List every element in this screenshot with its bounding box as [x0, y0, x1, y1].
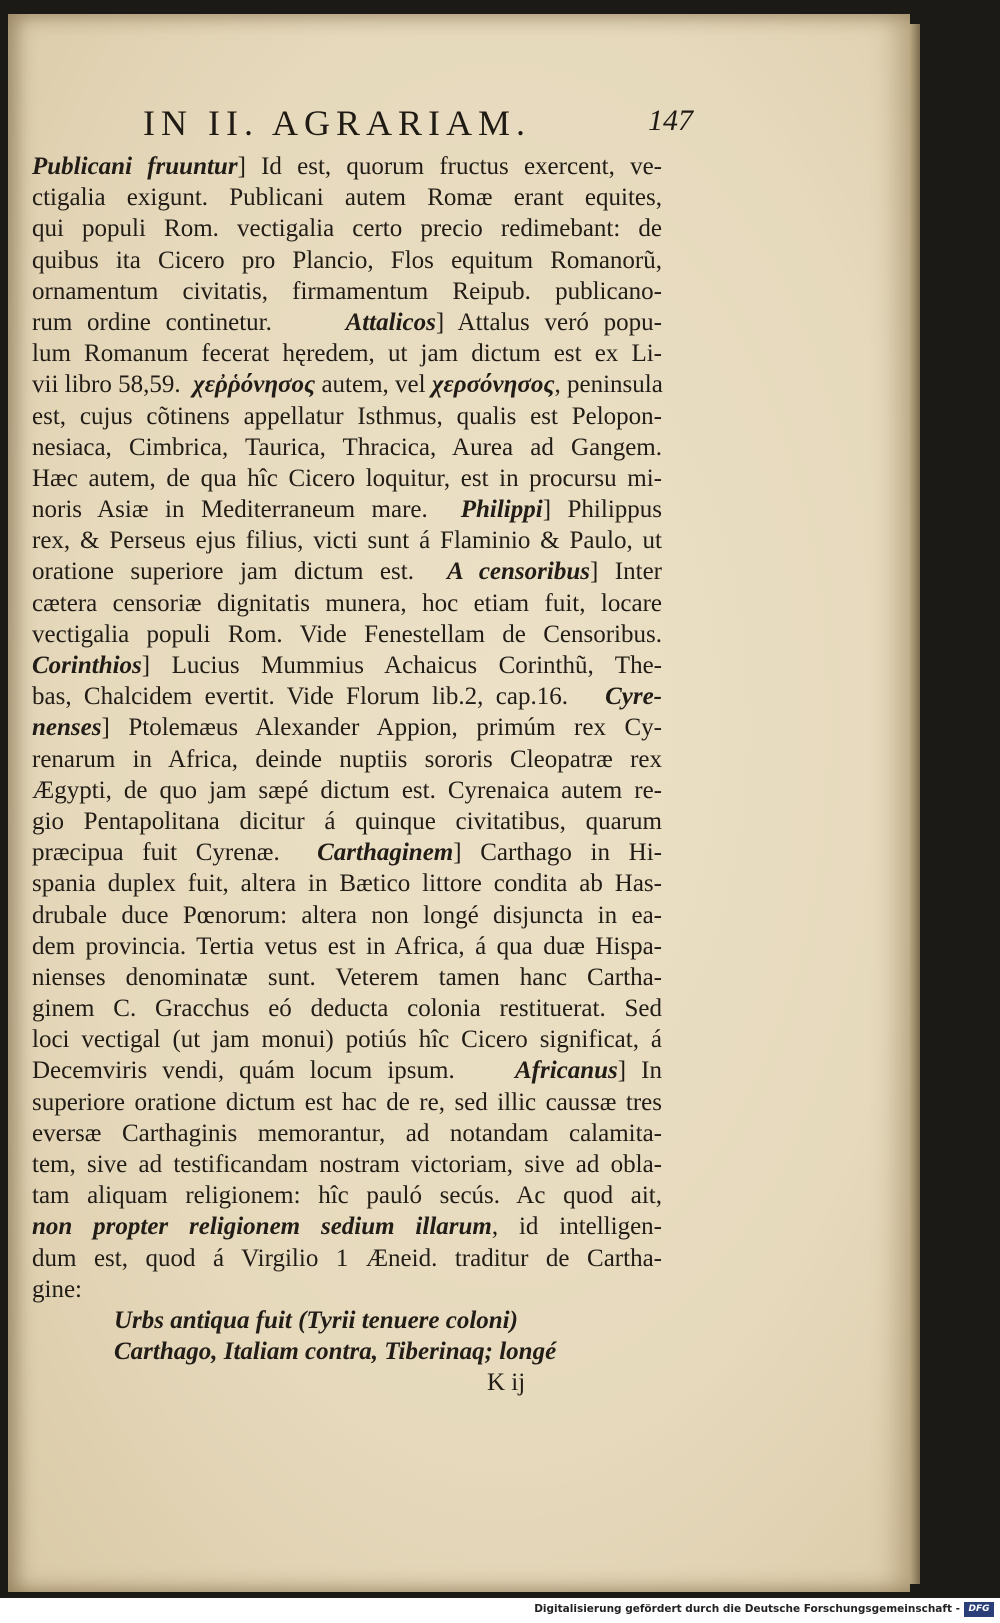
lemma: nenses	[32, 714, 102, 742]
lemma: Cyre-	[605, 683, 662, 711]
text-line: ginem C. Gracchus eó deducta colonia restituerat. Sed	[32, 995, 662, 1023]
quoted-phrase: non propter religionem sedium illarum	[32, 1213, 492, 1241]
text-line: gio Pentapolitana dicitur á quinque civitatibus, quarum	[32, 807, 662, 835]
lemma: Attalicos	[345, 308, 436, 336]
lemma: Corinthios	[32, 652, 142, 679]
text-line: dum est, quod á Virgilio 1 Æneid. traditur de Cartha-	[32, 1244, 662, 1272]
page-number: 147	[648, 104, 693, 137]
text-line: lum Romanum fecerat hęredem, ut jam dictum est ex Li-	[32, 340, 662, 368]
text-line: nenses] Ptolemæus Alexander Appion, primúm rex Cy-	[32, 714, 662, 742]
text-line: noris Asiæ in Mediterraneum mare. Philippi] Philippus	[32, 496, 662, 524]
verse-line: Urbs antiqua fuit (Tyrii tenuere coloni)	[114, 1306, 518, 1334]
greek-word: χεῤῥόνησος	[193, 371, 316, 399]
text-line: est, cujus cõtinens appellatur Isthmus, qualis est Pelopon-	[32, 402, 662, 430]
text-line: tam aliquam religionem: hîc pauló secús. Ac quod ait,	[32, 1182, 662, 1210]
text-line: ornamentum civitatis, firmamentum Reipub. publicano-	[32, 277, 662, 305]
lemma: Publicani fruuntur	[32, 153, 238, 180]
text-line: rex, & Perseus ejus filius, victi sunt á Flaminio & Paulo, ut	[32, 527, 662, 555]
text-line: præcipua fuit Cyrenæ. Carthaginem] Carthago in Hi-	[32, 839, 663, 867]
text-line: vectigalia populi Rom. Vide Fenestellam de Censoribus.	[32, 620, 662, 648]
greek-word: χερσόνησος	[431, 371, 555, 399]
text-line: superiore oratione dictum est hac de re, sed illic caussæ tres	[32, 1088, 662, 1116]
text-line: loci vectigal (ut jam monui) potiús hîc Cicero significat, á	[32, 1026, 662, 1054]
page-header	[143, 102, 693, 146]
text-line: non propter religionem sedium illarum, id intelligen-	[32, 1213, 662, 1241]
signature-mark: K ij	[487, 1369, 526, 1397]
text-line: rum ordine continetur. Attalicos] Attalus veró popu-	[32, 308, 662, 336]
text-line: vii libro 58,59. χεῤῥόνησος autem, vel χερσόνησος, peninsula	[32, 371, 663, 399]
dfg-logo-icon: DFG	[964, 1602, 994, 1617]
lemma: Philippi	[460, 496, 543, 524]
text-line: ctigalia exigunt. Publicani autem Romæ erant equites,	[32, 184, 662, 212]
text-line: gine:	[32, 1275, 82, 1303]
commentary-text	[32, 151, 662, 1399]
running-head: IN II. AGRARIAM.	[143, 103, 531, 143]
text-line: bas, Chalcidem evertit. Vide Florum lib.2, cap.16. Cyre-	[32, 683, 662, 711]
text-line: nesiaca, Cimbrica, Taurica, Thracica, Aurea ad Gangem.	[32, 433, 662, 461]
page-edge	[910, 24, 920, 1584]
verse-line: Carthago, Italiam contra, Tiberinaq; longé	[114, 1338, 557, 1366]
lemma: Carthaginem	[317, 839, 454, 867]
book-page	[8, 14, 910, 1592]
text-line: oratione superiore jam dictum est. A censoribus] Inter	[32, 558, 662, 586]
text-line: renarum in Africa, deinde nuptiis sororis Cleopatræ rex	[32, 745, 662, 773]
text-line: Ægypti, de quo jam sæpé dictum est. Cyrenaica autem re-	[32, 776, 662, 804]
text-line: spania duplex fuit, altera in Bætico littore condita ab Has-	[32, 870, 662, 898]
text-line: Corinthios] Lucius Mummius Achaicus Corinthũ, The-	[32, 652, 662, 679]
lemma: A censoribus	[447, 558, 590, 586]
text-line: qui populi Rom. vectigalia certo precio redimebant: de	[32, 215, 662, 243]
text-line: Decemviris vendi, quám locum ipsum. Africanus] In	[32, 1057, 662, 1085]
text-line: nienses denominatæ sunt. Veterem tamen hanc Cartha-	[32, 963, 662, 991]
text-line: eversæ Carthaginis memorantur, ad notandam calamita-	[32, 1119, 662, 1147]
text-line: tem, sive ad testificandam nostram victoriam, sive ad obla-	[32, 1151, 662, 1178]
lemma: Africanus	[514, 1057, 618, 1085]
text-line: quibus ita Cicero pro Plancio, Flos equitum Romanorũ,	[32, 246, 662, 274]
footer-bar	[0, 1598, 1000, 1623]
text-line: Publicani fruuntur] Id est, quorum fructus exercent, ve-	[32, 153, 662, 180]
text-line: drubale duce Pœnorum: altera non longé disjuncta in ea-	[32, 901, 662, 929]
text-line: dem provincia. Tertia vetus est in Africa, á qua duæ Hispa-	[32, 932, 662, 960]
text-line: Hæc autem, de qua hîc Cicero loquitur, est in procursu mi-	[32, 464, 662, 492]
funding-credit: Digitalisierung gefördert durch die Deutsche Forschungsgemeinschaft -	[534, 1603, 960, 1615]
text-line: cætera censoriæ dignitatis munera, hoc etiam fuit, locare	[32, 589, 662, 617]
